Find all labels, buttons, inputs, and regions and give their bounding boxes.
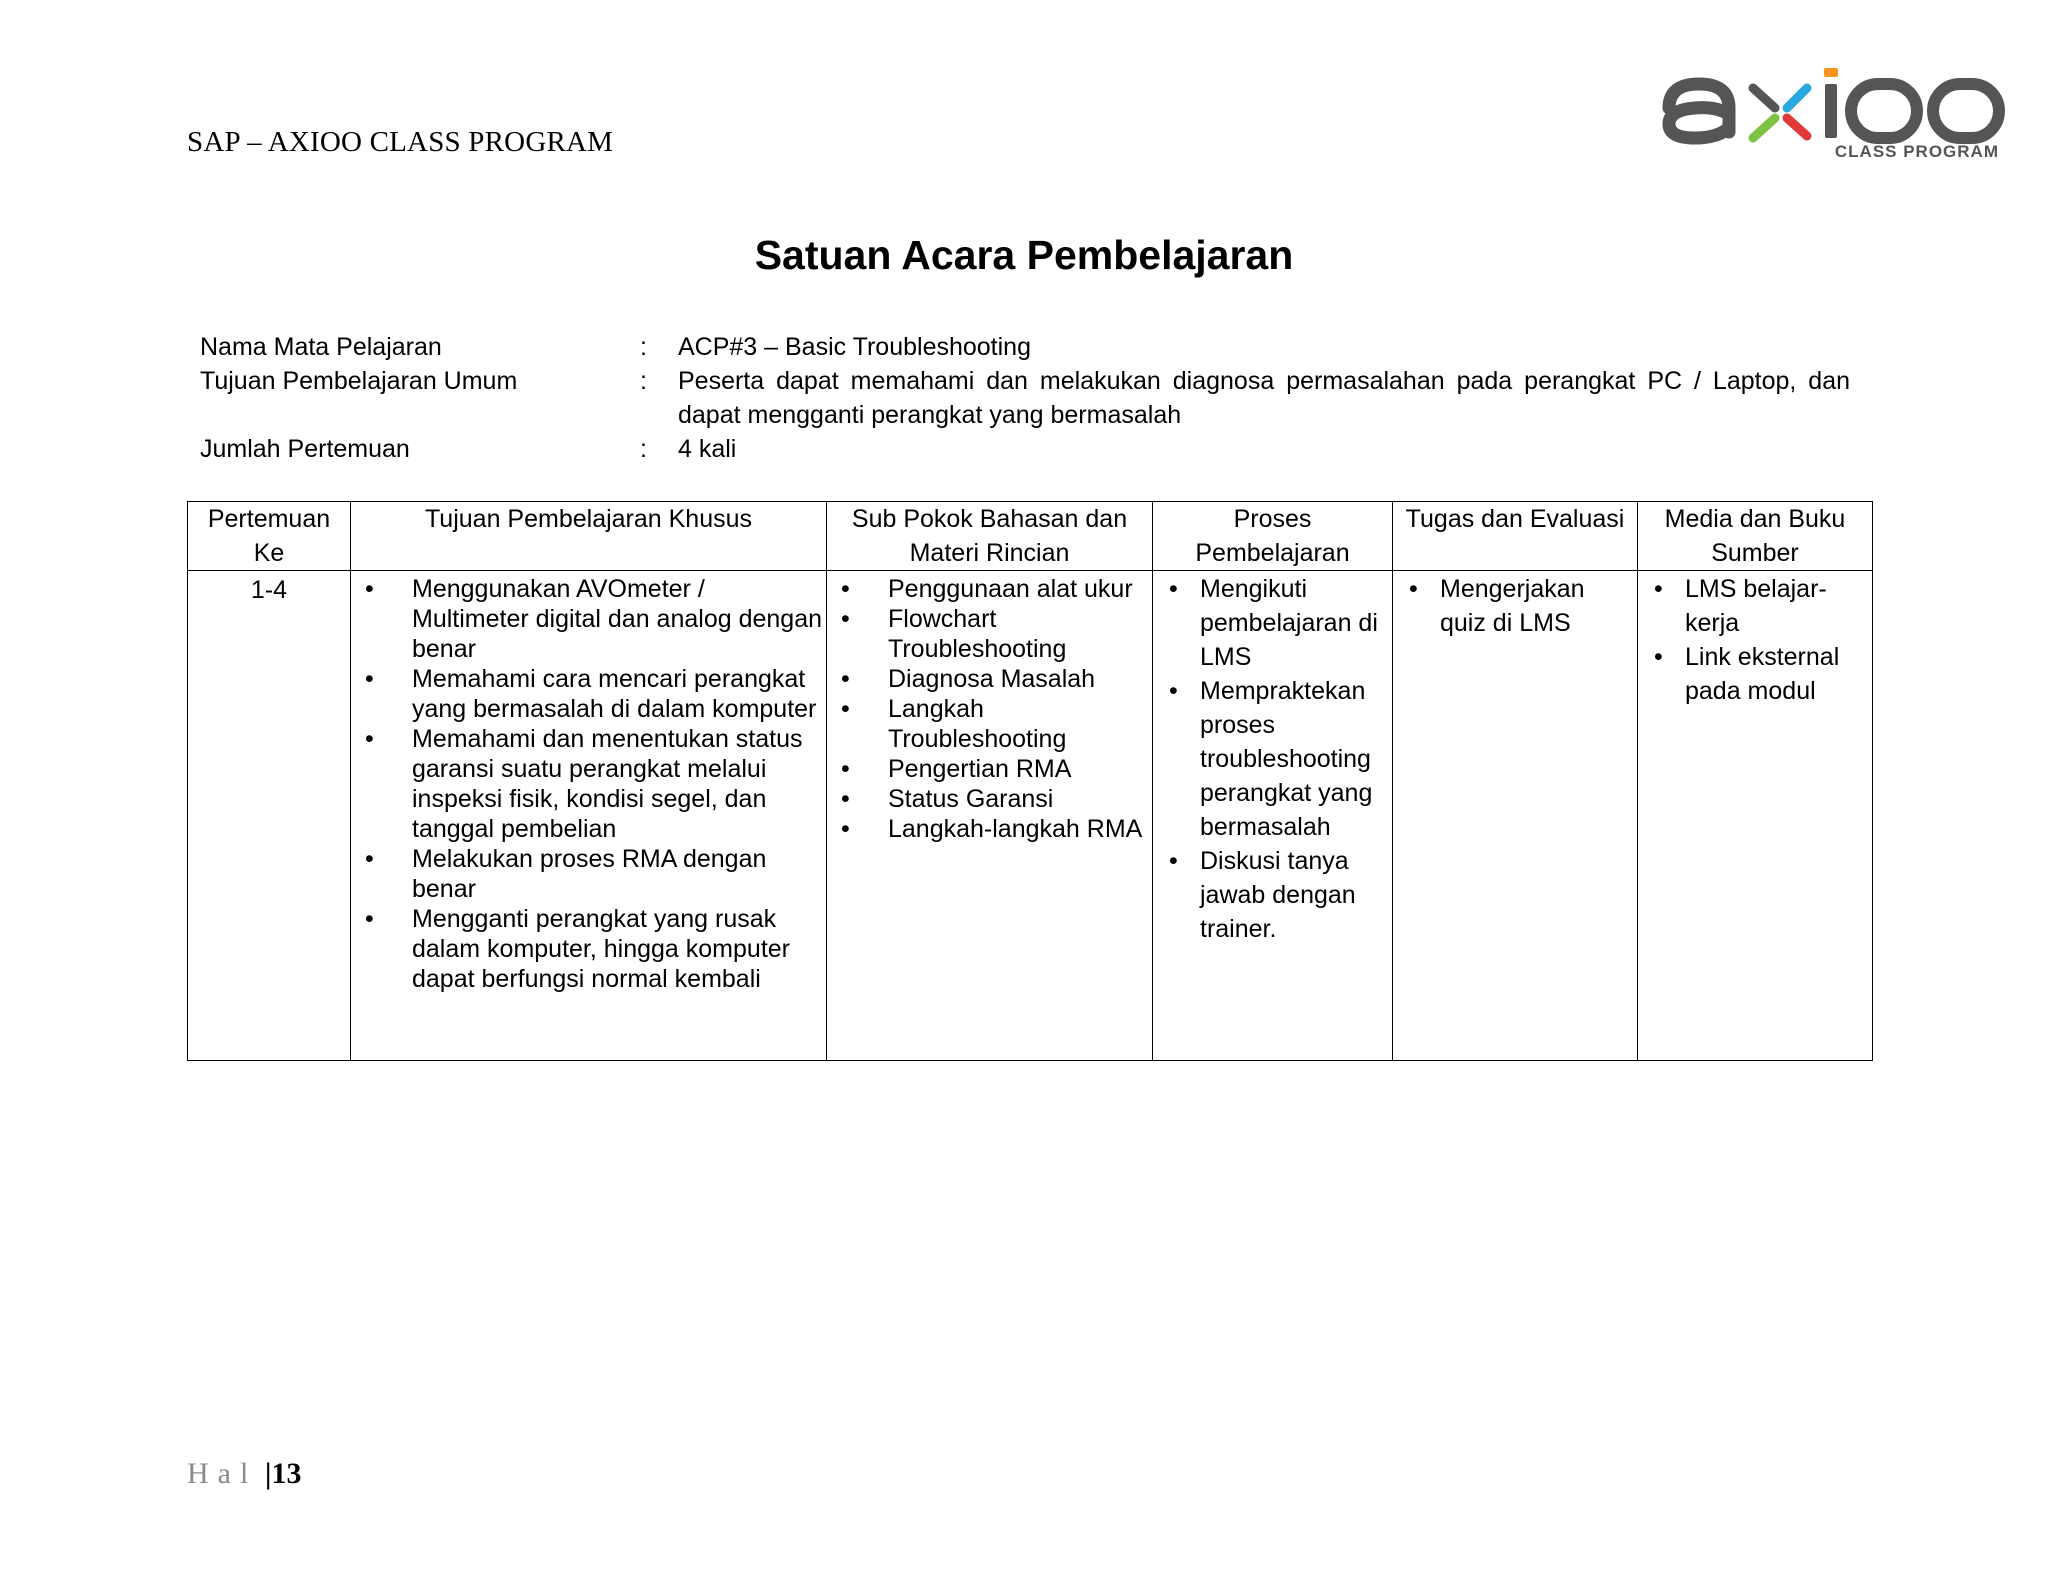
list-item: • Diagnosa Masalah xyxy=(827,664,1152,694)
list-item: • Penggunaan alat ukur xyxy=(827,574,1152,604)
subject-label: Nama Mata Pelajaran xyxy=(200,333,442,361)
table-header-row xyxy=(188,502,1873,571)
lesson-plan-table xyxy=(187,501,1873,1061)
page-footer xyxy=(187,1457,301,1491)
footer-separator: | xyxy=(264,1457,272,1490)
colon: : xyxy=(640,367,647,395)
table-row xyxy=(188,571,1873,1061)
list-item: • Melakukan proses RMA dengan benar xyxy=(351,844,826,904)
column-header: Media dan Buku Sumber xyxy=(1638,502,1873,571)
page-number: 13 xyxy=(271,1457,302,1490)
tasks-cell xyxy=(1393,571,1638,1061)
goal-value: Peserta dapat memahami dan melakukan diagnosa permasalahan pada perangkat PC / Laptop, dan dapat mengganti perangkat yang bermasalah xyxy=(678,367,1850,429)
media-cell xyxy=(1638,571,1873,1061)
meetings-label: Jumlah Pertemuan xyxy=(200,435,410,463)
info-row-meetings xyxy=(200,432,1850,466)
list-item: • Diskusi tanya jawab dengan trainer. xyxy=(1153,844,1392,946)
process-cell xyxy=(1153,571,1393,1061)
list-item: • Mengganti perangkat yang rusak dalam komputer, hingga komputer dapat berfungsi normal kembali xyxy=(351,904,826,994)
list-item: • Link eksternal pada modul xyxy=(1638,640,1872,708)
topics-cell xyxy=(827,571,1153,1061)
footer-label: Hal xyxy=(187,1457,258,1490)
objectives-cell xyxy=(351,571,827,1061)
header-title: SAP – AXIOO CLASS PROGRAM xyxy=(187,126,614,158)
list-item: • LMS belajar-kerja xyxy=(1638,572,1872,640)
list-item: • Menggunakan AVOmeter / Multimeter digital dan analog dengan benar xyxy=(351,574,826,664)
column-header: Tugas dan Evaluasi xyxy=(1393,502,1638,571)
meeting-cell: 1-4 xyxy=(188,571,351,1061)
colon: : xyxy=(640,435,647,463)
list-item: • Status Garansi xyxy=(827,784,1152,814)
subject-value: ACP#3 – Basic Troubleshooting xyxy=(678,333,1031,361)
list-item: • Langkah-langkah RMA xyxy=(827,814,1152,844)
list-item: • Langkah Troubleshooting xyxy=(827,694,1152,754)
page-title: Satuan Acara Pembelajaran xyxy=(754,232,1294,278)
logo-tagline: CLASS PROGRAM xyxy=(1834,142,1999,161)
goal-label: Tujuan Pembelajaran Umum xyxy=(200,367,518,395)
column-header: Proses Pembelajaran xyxy=(1153,502,1393,571)
list-item: • Mengerjakan quiz di LMS xyxy=(1393,572,1637,640)
axioo-logo xyxy=(1655,62,2005,162)
colon: : xyxy=(640,333,647,361)
column-header: Tujuan Pembelajaran Khusus xyxy=(351,502,827,571)
list-item: • Pengertian RMA xyxy=(827,754,1152,784)
list-item: • Memahami dan menentukan status garansi suatu perangkat melalui inspeksi fisik, kondisi segel, dan tanggal pembelian xyxy=(351,724,826,844)
list-item: • Mempraktekan proses troubleshooting perangkat yang bermasalah xyxy=(1153,674,1392,844)
info-row-subject xyxy=(200,330,1850,364)
column-header: Sub Pokok Bahasan dan Materi Rincian xyxy=(827,502,1153,571)
list-item: • Flowchart Troubleshooting xyxy=(827,604,1152,664)
course-info xyxy=(200,330,1850,466)
meetings-value: 4 kali xyxy=(678,435,737,463)
list-item: • Memahami cara mencari perangkat yang bermasalah di dalam komputer xyxy=(351,664,826,724)
column-header: Pertemuan Ke xyxy=(188,502,351,571)
info-row-goal xyxy=(200,364,1850,432)
list-item: • Mengikuti pembelajaran di LMS xyxy=(1153,572,1392,674)
